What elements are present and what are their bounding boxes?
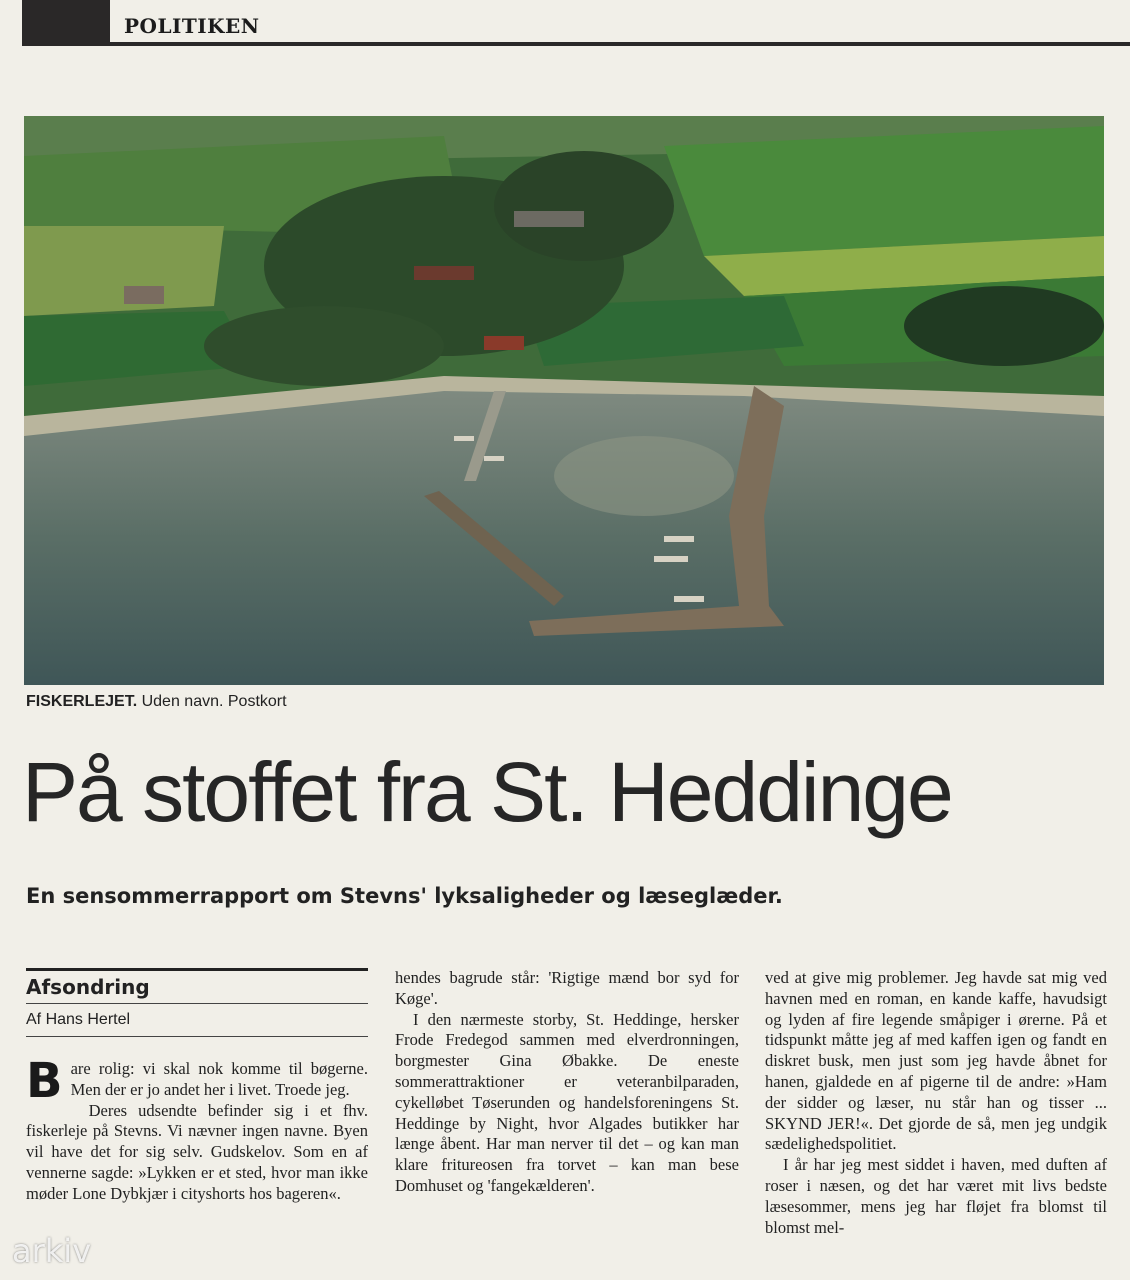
body-column-2 (395, 968, 739, 1197)
byline: Af Hans Hertel (26, 1011, 131, 1028)
section-title: Afsondring (26, 975, 150, 999)
body-column-1 (26, 968, 368, 1205)
dropcap: B (26, 1053, 63, 1109)
archive-watermark: arkiv (12, 1232, 92, 1270)
caption-text: Uden navn. Postkort (141, 693, 287, 710)
headline: På stoffet fra St. Heddinge (22, 745, 952, 839)
masthead-rule (110, 42, 1130, 46)
caption-label: FISKERLEJET. (26, 693, 138, 710)
masthead-name: POLITIKEN (124, 14, 260, 38)
section-rule (26, 1003, 368, 1004)
aerial-photo-illustration (24, 116, 1104, 685)
section-rule-top (26, 968, 368, 971)
byline-rule (26, 1036, 368, 1037)
photo-caption (26, 693, 287, 711)
paragraph: Bare rolig: vi skal nok komme til bøgerne. Men der er jo andet her i livet. Troede jeg. (26, 1053, 368, 1109)
paragraph: ved at give mig problemer. Jeg havde sat mig ved havnen med en roman, en kande kaffe, havudsigt og lyden af fire legende småpiger i ørerne. På et tidspunkt måtte jeg af med kaffen igen og fandt en diskret busk, men just som jeg havde åbnet for hanen, gjaldede en af pigerne til de andre: »Ham der sidder og læser, nu står han og tisser ... SKYND JER!«. Det gjorde de så, men jeg undgik sædelighedspolitiet. (765, 968, 1107, 1154)
paragraph: hendes bagrude står: 'Rigtige mænd bor syd for Køge'. (395, 968, 739, 1008)
paragraph: I år har jeg mest siddet i haven, med duften af roser i næsen, og det har været mit livs bedste læsesommer, mens jeg har fløjet fra blomst til blomst mel- (765, 1155, 1107, 1237)
aerial-photo (24, 116, 1104, 685)
body-column-3 (765, 968, 1107, 1238)
paragraph: Deres udsendte befinder sig i et fhv. fiskerleje på Stevns. Vi nævner ingen navne. Byen vil have det for sig selv. Gudskelov. Som en af vennerne sagde: »Lykken er et sted, hvor man ikke møder Lone Dybkjær i cityshorts hos bageren«. (26, 1100, 368, 1203)
subheadline: En sensommerrapport om Stevns' lyksaligheder og læseglæder. (26, 884, 783, 908)
paragraph: I den nærmeste storby, St. Heddinge, hersker Frode Fredegod sammen med elverdronningen, borgmester Gina Øbakke. De eneste sommerattraktioner er veteranbilparaden, cykelløbet Tøserunden og handelsforeningens St. Heddinge by Night, hvor Algades butikker har længe åbent. Har man nerver til det – og kan man klare fritureosen fra torvet – kan man bese Domhuset og 'fangekælderen'. (395, 1009, 739, 1195)
masthead-block (22, 0, 110, 46)
